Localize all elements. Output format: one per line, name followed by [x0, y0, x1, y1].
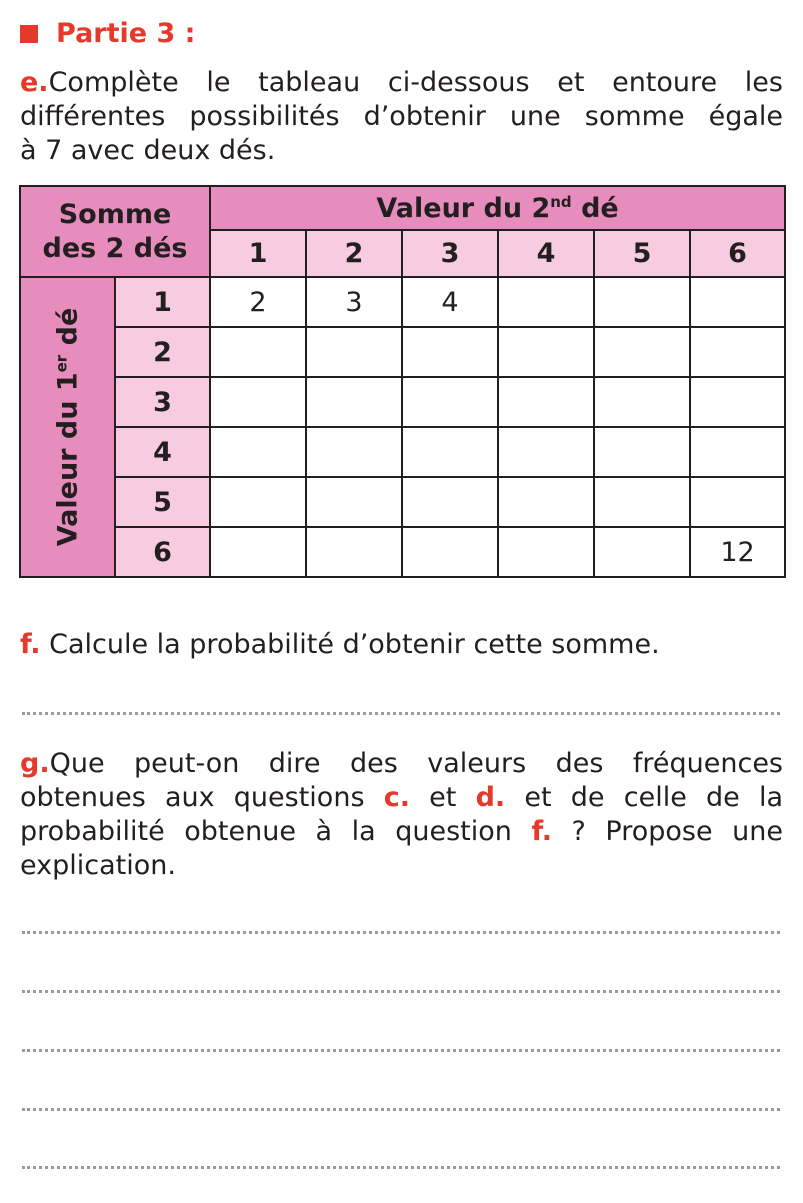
- table-cell[interactable]: [402, 527, 498, 577]
- column-label: 4: [498, 230, 594, 277]
- table-cell[interactable]: [594, 277, 690, 327]
- table-row: [20, 327, 785, 377]
- table-cell[interactable]: [594, 527, 690, 577]
- table-cell[interactable]: [594, 377, 690, 427]
- answer-line[interactable]: [22, 1166, 780, 1169]
- table-cell[interactable]: [690, 377, 785, 427]
- question-f: [20, 628, 783, 662]
- table-cell[interactable]: [402, 477, 498, 527]
- answer-line[interactable]: [22, 1108, 780, 1111]
- row-label: 3: [115, 377, 210, 427]
- table-cell[interactable]: 2: [210, 277, 306, 327]
- row-label: 4: [115, 427, 210, 477]
- table-row: [20, 377, 785, 427]
- table-cell[interactable]: [690, 427, 785, 477]
- question-e-line1: e.Complète le tableau ci-dessous et entoure les: [20, 67, 783, 98]
- table-row: [20, 277, 785, 327]
- question-g-letter: g.: [20, 748, 50, 779]
- answer-line[interactable]: [22, 990, 780, 993]
- table-cell[interactable]: [306, 427, 402, 477]
- part-heading: [20, 18, 195, 49]
- answer-line[interactable]: [22, 1049, 780, 1052]
- table-cell[interactable]: [594, 427, 690, 477]
- table-cell[interactable]: [210, 477, 306, 527]
- question-f-text: Calcule la probabilité d’obtenir cette somme.: [40, 629, 660, 660]
- part-title: Partie 3 :: [56, 18, 196, 49]
- table-cell[interactable]: [210, 327, 306, 377]
- answer-line[interactable]: [22, 712, 780, 715]
- question-g-line2: obtenues aux questions c. et d. et de celle de la: [20, 782, 784, 813]
- sum-table: [19, 185, 786, 578]
- table-cell[interactable]: [306, 477, 402, 527]
- square-bullet-icon: [20, 25, 38, 43]
- table-row: [20, 527, 785, 577]
- table-cell[interactable]: [306, 527, 402, 577]
- question-g: [20, 747, 783, 883]
- question-e-line3: à 7 avec deux dés.: [20, 135, 276, 166]
- column-group-header: Valeur du 2nd dé: [210, 186, 785, 230]
- row-label: 6: [115, 527, 210, 577]
- row-group-header: Valeur du 1er dé: [20, 277, 115, 577]
- table-cell[interactable]: [690, 277, 785, 327]
- table-cell[interactable]: [498, 427, 594, 477]
- table-cell[interactable]: [690, 477, 785, 527]
- table-cell[interactable]: [498, 377, 594, 427]
- question-e-letter: e.: [20, 67, 49, 98]
- table-cell[interactable]: [402, 377, 498, 427]
- question-g-line3: probabilité obtenue à la question f. ? Propose une: [20, 816, 783, 847]
- table-cell[interactable]: [402, 427, 498, 477]
- column-label: 6: [690, 230, 785, 277]
- table-cell[interactable]: [498, 327, 594, 377]
- table-cell[interactable]: [498, 527, 594, 577]
- column-label: 1: [210, 230, 306, 277]
- corner-header: Somme des 2 dés: [20, 186, 210, 277]
- table-cell[interactable]: [210, 377, 306, 427]
- row-label: 1: [115, 277, 210, 327]
- table-cell[interactable]: 12: [690, 527, 785, 577]
- table-cell[interactable]: [210, 427, 306, 477]
- table-cell[interactable]: [402, 327, 498, 377]
- table-cell[interactable]: [306, 327, 402, 377]
- table-cell[interactable]: 4: [402, 277, 498, 327]
- table-row: [20, 477, 785, 527]
- table-row: [20, 427, 785, 477]
- question-f-letter: f.: [20, 629, 41, 660]
- question-e: [20, 66, 783, 168]
- answer-line[interactable]: [22, 931, 780, 934]
- table-cell[interactable]: [498, 277, 594, 327]
- column-label: 5: [594, 230, 690, 277]
- table-cell[interactable]: [306, 377, 402, 427]
- row-label: 2: [115, 327, 210, 377]
- question-g-line4: explication.: [20, 850, 176, 881]
- row-label: 5: [115, 477, 210, 527]
- table-cell[interactable]: [498, 477, 594, 527]
- table-cell[interactable]: [690, 327, 785, 377]
- table-cell[interactable]: 3: [306, 277, 402, 327]
- column-label: 2: [306, 230, 402, 277]
- table-cell[interactable]: [594, 327, 690, 377]
- table-cell[interactable]: [594, 477, 690, 527]
- column-label: 3: [402, 230, 498, 277]
- table-cell[interactable]: [210, 527, 306, 577]
- question-e-line2: différentes possibilités d’obtenir une somme égale: [20, 101, 783, 132]
- question-g-line1: g.Que peut-on dire des valeurs des fréquences: [20, 748, 783, 779]
